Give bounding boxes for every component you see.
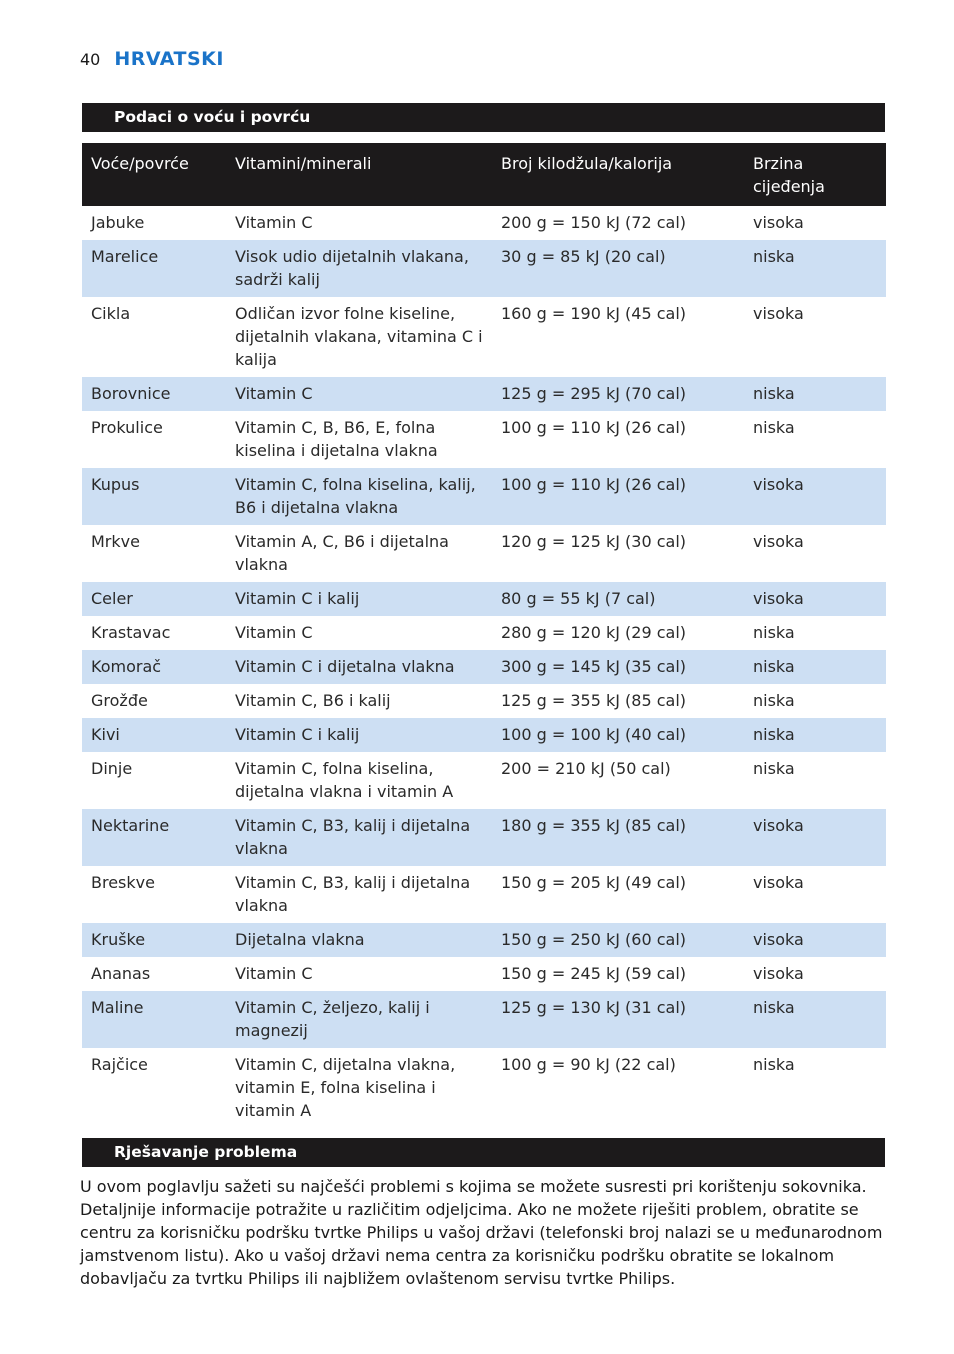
cell-vitamins: Vitamin C, B, B6, E, folna kiselina i dijetalna vlakna	[235, 418, 438, 460]
cell-energy: 125 g = 130 kJ (31 cal)	[492, 991, 744, 1048]
table-row	[82, 809, 886, 866]
cell-produce: Celer	[82, 582, 226, 616]
cell-produce: Grožđe	[91, 691, 148, 710]
cell-vitamins: Vitamin C i dijetalna vlakna	[226, 650, 492, 684]
table-row	[82, 718, 886, 752]
cell-produce: Krastavac	[91, 623, 171, 642]
cell-vitamins: Vitamin C, B6 i kalij	[235, 691, 391, 710]
section-title-fruit-data: Podaci o voću i povrću	[82, 103, 885, 132]
cell-vitamins: Vitamin C	[235, 213, 313, 232]
cell-vitamins: Odličan izvor folne kiseline, dijetalnih vlakana, vitamina C i kalija	[235, 304, 483, 369]
column-header-vitamins: Vitamini/minerali	[226, 143, 492, 206]
nutrition-table	[82, 143, 886, 1128]
table-row	[82, 616, 886, 650]
cell-vitamins: Vitamin C, folna kiselina, kalij, B6 i dijetalna vlakna	[226, 468, 492, 525]
table-body	[82, 206, 886, 1128]
table-row	[82, 297, 886, 377]
cell-produce: Marelice	[82, 240, 226, 297]
cell-juicing-speed: visoka	[744, 582, 886, 616]
cell-energy: 280 g = 120 kJ (29 cal)	[501, 623, 687, 642]
cell-energy: 150 g = 250 kJ (60 cal)	[492, 923, 744, 957]
section-title-troubleshooting: Rješavanje problema	[82, 1138, 885, 1167]
table-row	[82, 468, 886, 525]
cell-juicing-speed: niska	[744, 240, 886, 297]
cell-juicing-speed: niska	[753, 691, 795, 710]
cell-energy: 160 g = 190 kJ (45 cal)	[501, 304, 687, 323]
table-row	[82, 411, 886, 468]
cell-vitamins: Vitamin C, dijetalna vlakna, vitamin E, folna kiselina i vitamin A	[235, 1055, 456, 1120]
cell-produce: Kivi	[82, 718, 226, 752]
cell-energy: 150 g = 205 kJ (49 cal)	[501, 873, 687, 892]
cell-energy: 200 g = 150 kJ (72 cal)	[501, 213, 687, 232]
table-row	[82, 684, 886, 718]
cell-energy: 125 g = 355 kJ (85 cal)	[501, 691, 687, 710]
cell-produce: Maline	[82, 991, 226, 1048]
table-row	[82, 752, 886, 809]
troubleshooting-paragraph: U ovom poglavlju sažeti su najčešći problemi s kojima se možete susresti pri korištenju sokovnika. Detaljnije informacije potražite u različitim odjeljcima. Ako ne možete riješiti problem, obratite se centru za korisničku podršku tvrtke Philips u vašoj državi (telefonski broj nalazi se u međunarodnom jamstvenom listu). Ako u vašoj državi nema centra za korisničku podršku obratite se lokalnom dobavljaču za tvrtku Philips ili najbližem ovlaštenom servisu tvrtke Philips.	[80, 1177, 883, 1288]
cell-energy: 100 g = 110 kJ (26 cal)	[492, 468, 744, 525]
cell-juicing-speed: niska	[753, 623, 795, 642]
column-header-juicing-speed: Brzina cijeđenja	[744, 143, 886, 206]
table-row	[82, 1048, 886, 1128]
table-row	[82, 206, 886, 240]
cell-juicing-speed: visoka	[744, 468, 886, 525]
cell-vitamins: Vitamin C, željezo, kalij i magnezij	[226, 991, 492, 1048]
language-heading: HRVATSKI	[114, 48, 224, 70]
cell-produce: Ananas	[91, 964, 151, 983]
cell-produce: Cikla	[91, 304, 131, 323]
table-header-row	[82, 143, 886, 206]
cell-produce: Nektarine	[82, 809, 226, 866]
column-header-produce: Voće/povrće	[82, 143, 226, 206]
cell-produce: Jabuke	[91, 213, 145, 232]
cell-vitamins: Vitamin C, B3, kalij i dijetalna vlakna	[235, 873, 471, 915]
table-row	[82, 991, 886, 1048]
table-row	[82, 377, 886, 411]
cell-vitamins: Vitamin C i kalij	[226, 718, 492, 752]
table-row	[82, 525, 886, 582]
cell-juicing-speed: niska	[753, 759, 795, 778]
cell-juicing-speed: niska	[753, 1055, 795, 1074]
cell-juicing-speed: niska	[744, 718, 886, 752]
cell-produce: Rajčice	[91, 1055, 148, 1074]
table-row	[82, 866, 886, 923]
cell-produce: Borovnice	[82, 377, 226, 411]
cell-energy: 200 = 210 kJ (50 cal)	[501, 759, 671, 778]
table-row	[82, 923, 886, 957]
page-header	[80, 48, 224, 70]
cell-produce: Kruške	[82, 923, 226, 957]
table-row	[82, 240, 886, 297]
cell-juicing-speed: visoka	[744, 923, 886, 957]
cell-vitamins: Vitamin C	[226, 377, 492, 411]
cell-vitamins: Vitamin C, folna kiselina, dijetalna vlakna i vitamin A	[235, 759, 454, 801]
cell-juicing-speed: visoka	[753, 213, 804, 232]
column-header-energy: Broj kilodžula/kalorija	[492, 143, 744, 206]
cell-energy: 300 g = 145 kJ (35 cal)	[492, 650, 744, 684]
cell-energy: 125 g = 295 kJ (70 cal)	[492, 377, 744, 411]
cell-juicing-speed: niska	[744, 991, 886, 1048]
cell-juicing-speed: niska	[744, 650, 886, 684]
cell-vitamins: Vitamin A, C, B6 i dijetalna vlakna	[235, 532, 449, 574]
cell-produce: Prokulice	[91, 418, 163, 437]
cell-energy: 120 g = 125 kJ (30 cal)	[501, 532, 687, 551]
page-number: 40	[80, 50, 101, 69]
cell-energy: 100 g = 100 kJ (40 cal)	[492, 718, 744, 752]
cell-energy: 100 g = 110 kJ (26 cal)	[501, 418, 687, 437]
cell-energy: 30 g = 85 kJ (20 cal)	[492, 240, 744, 297]
cell-vitamins: Vitamin C, B3, kalij i dijetalna vlakna	[226, 809, 492, 866]
cell-produce: Mrkve	[91, 532, 140, 551]
cell-produce: Kupus	[82, 468, 226, 525]
cell-juicing-speed: visoka	[753, 964, 804, 983]
cell-vitamins: Vitamin C	[235, 623, 313, 642]
cell-juicing-speed: visoka	[753, 304, 804, 323]
cell-produce: Breskve	[91, 873, 155, 892]
cell-vitamins: Visok udio dijetalnih vlakana, sadrži kalij	[226, 240, 492, 297]
cell-produce: Komorač	[82, 650, 226, 684]
cell-juicing-speed: niska	[744, 377, 886, 411]
cell-juicing-speed: visoka	[744, 809, 886, 866]
cell-vitamins: Dijetalna vlakna	[226, 923, 492, 957]
cell-juicing-speed: visoka	[753, 532, 804, 551]
cell-juicing-speed: niska	[753, 418, 795, 437]
cell-juicing-speed: visoka	[753, 873, 804, 892]
cell-energy: 180 g = 355 kJ (85 cal)	[492, 809, 744, 866]
cell-vitamins: Vitamin C i kalij	[226, 582, 492, 616]
cell-energy: 80 g = 55 kJ (7 cal)	[492, 582, 744, 616]
table-row	[82, 957, 886, 991]
table-row	[82, 582, 886, 616]
cell-vitamins: Vitamin C	[235, 964, 313, 983]
table-row	[82, 650, 886, 684]
cell-energy: 100 g = 90 kJ (22 cal)	[501, 1055, 676, 1074]
cell-energy: 150 g = 245 kJ (59 cal)	[501, 964, 687, 983]
cell-produce: Dinje	[91, 759, 133, 778]
